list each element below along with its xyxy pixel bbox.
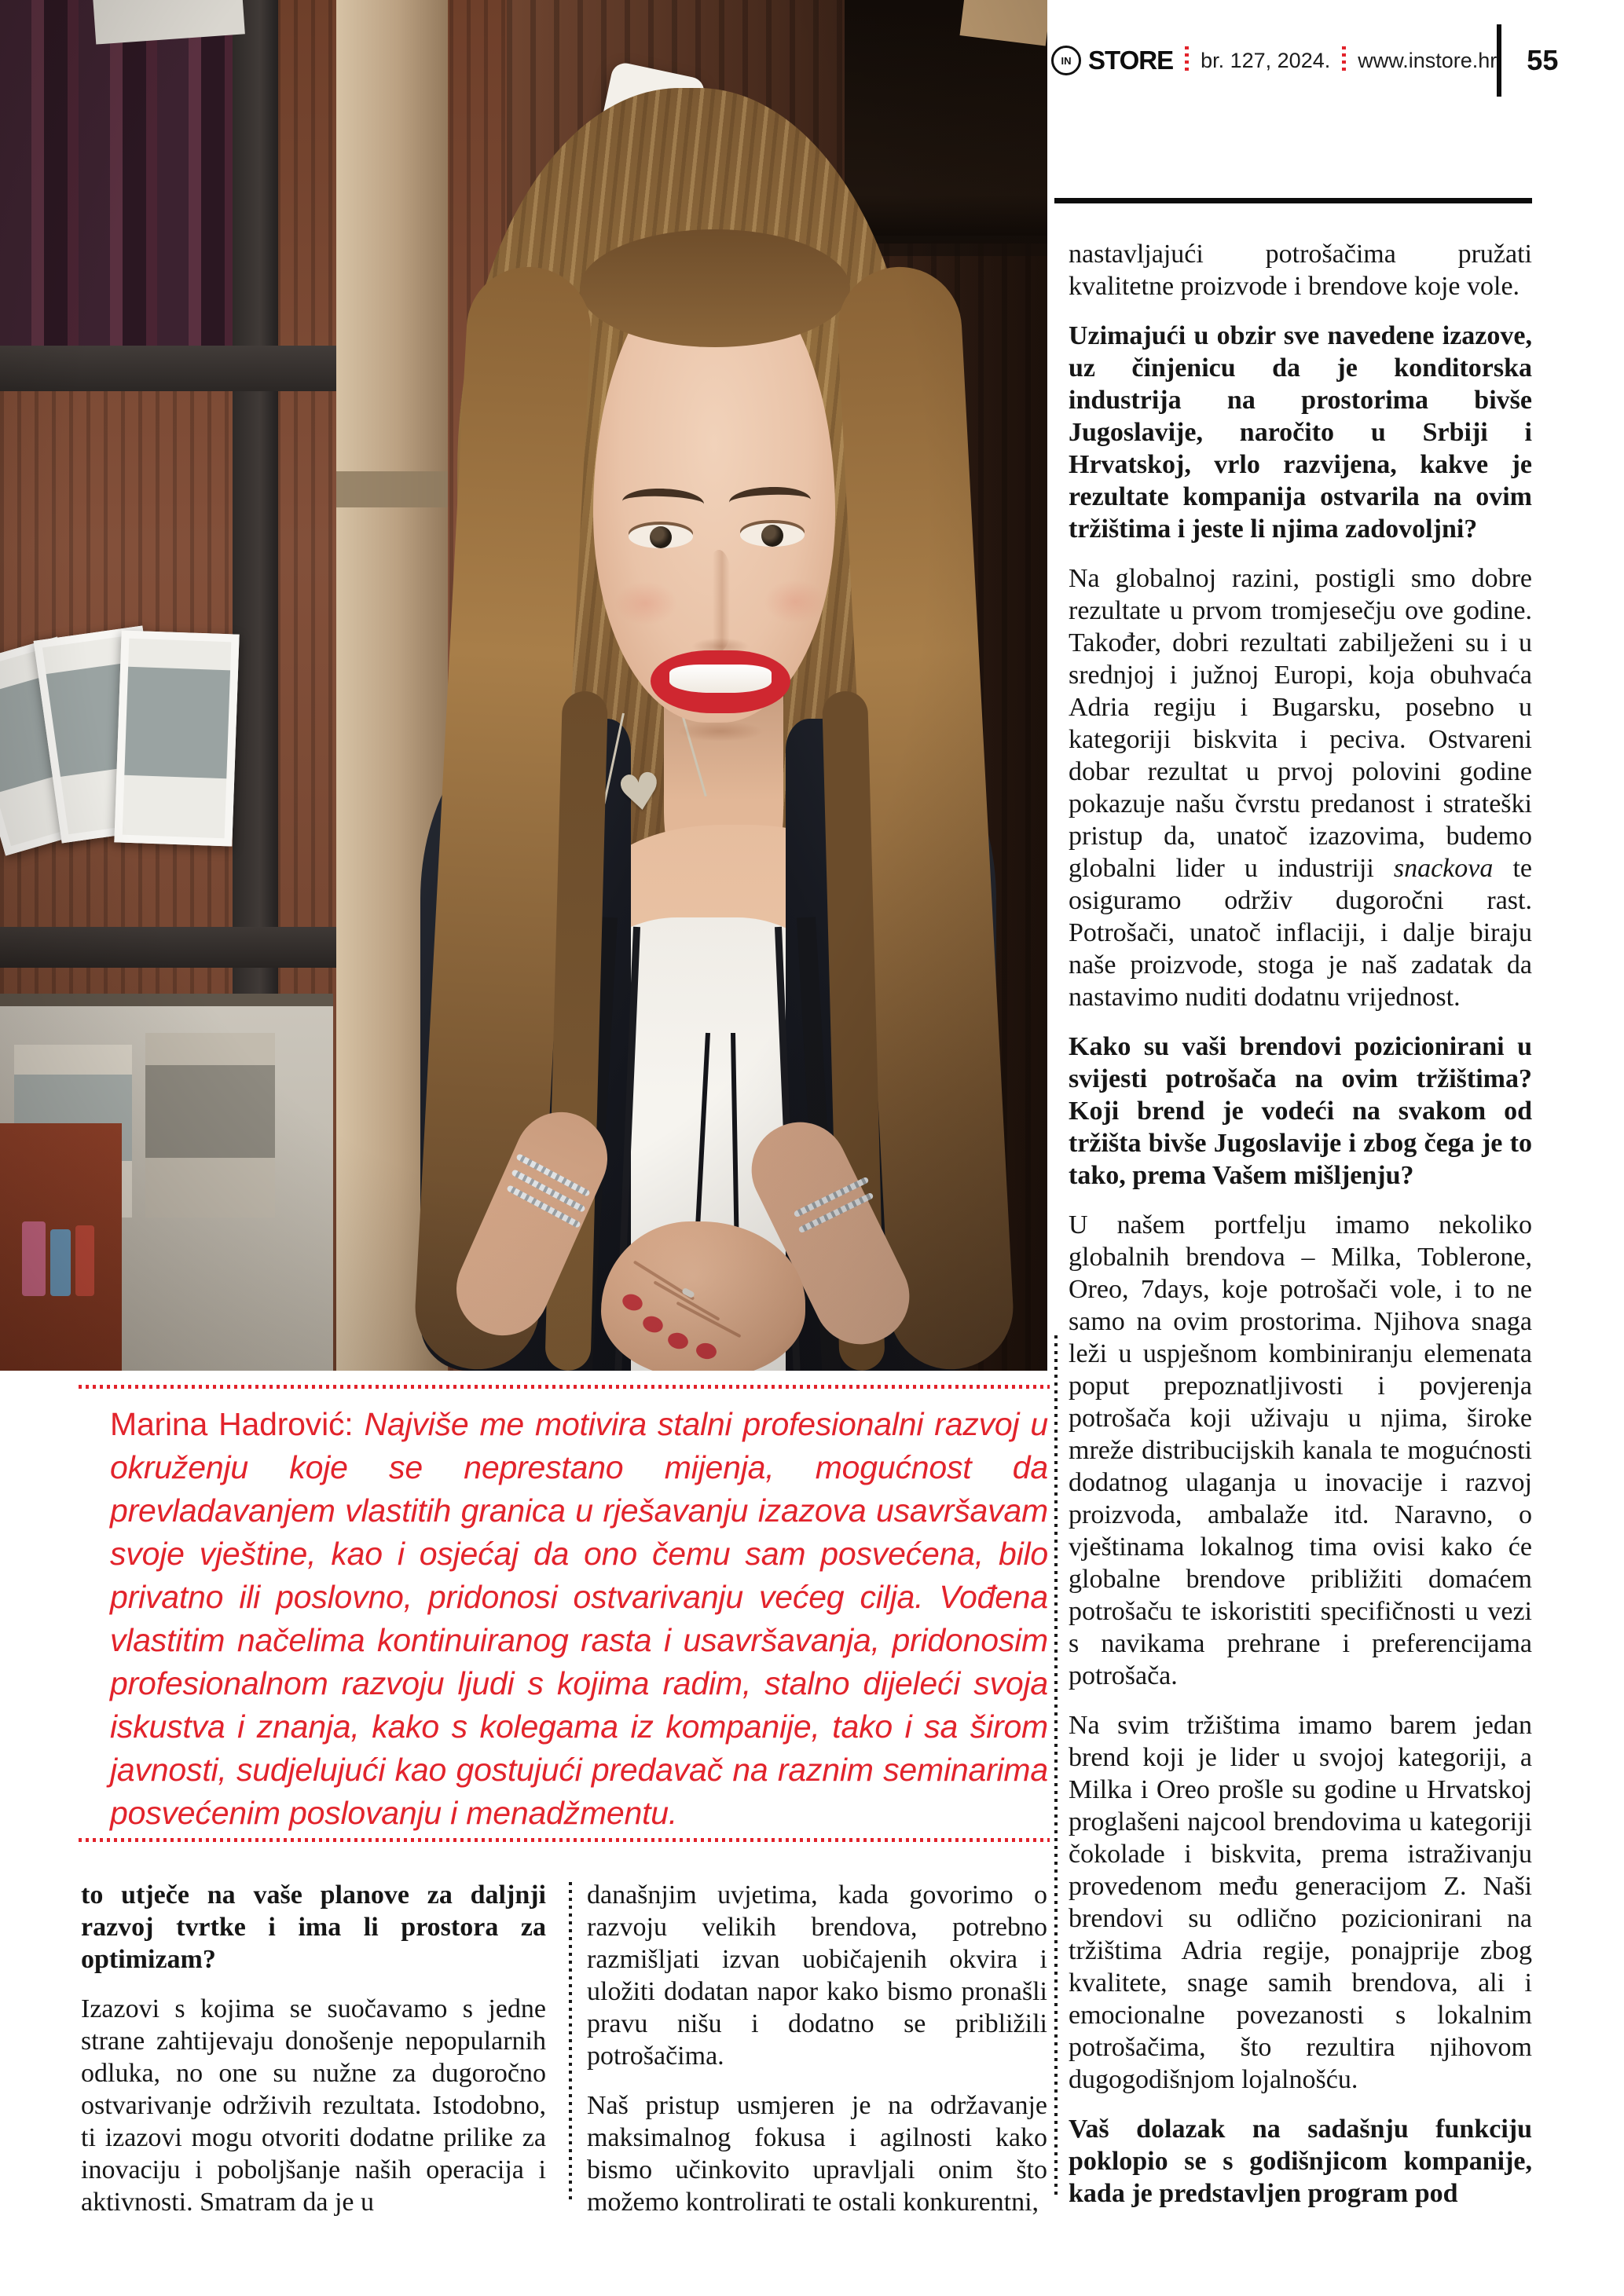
page-header bbox=[1051, 27, 1559, 94]
quote-dotted-rule-top bbox=[79, 1385, 1050, 1389]
dotted-separator-icon bbox=[1342, 46, 1346, 75]
bottom-left-column bbox=[81, 1879, 546, 2236]
question-paragraph: to utječe na vaše planove za daljnji razvoj tvrtke i ima li prostora za optimizam? bbox=[81, 1880, 546, 1974]
question-paragraph: Vaš dolazak na sadašnju funkciju poklopio se s godišnjicom kompanije, kada je predstavljen program pod bbox=[1069, 2115, 1532, 2208]
instore-logo-mark: IN bbox=[1061, 54, 1072, 67]
answer-paragraph: Izazovi s kojima se suočavamo s jedne strane zahtijevaju donošenje nepopularnih odluka, no one su nužne za dugoročno ostvarivanje održivih rezultata. Istodobno, ti izazovi mogu otvoriti dodatne prilike za inovaciju i poboljšanje naših operacija i aktivnosti. Smatram da je u bbox=[81, 1994, 546, 2217]
question-paragraph: Kako su vaši brendovi pozicionirani u svijesti potrošača na ovim tržištima? Koji brend je vodeći na svakom od tržišta bivše Jugoslavije i zbog čega je to tako, prema Vašem mišljenju? bbox=[1069, 1032, 1532, 1190]
answer-paragraph: U našem portfelju imamo nekoliko globalnih brendova – Milka, Toblerone, Oreo, 7days, koje potrošači vole, i to ne samo na ovim prostorima. Njihova snaga leži u uspješnom kombiniranju elemenata poput prepoznatljivosti i povjerenja potrošača koji uživaju u njima, široke mreže distribucijskih kanala te mogućnosti dodatnog ulaganja u inovacije i razvoj proizvoda, ambalaže itd. Naravno, o vještinama lokalnog tima ovisi kako će globalne brendove približiti domaćem potrošaču te iskoristiti specifičnosti u vezi s navikama prehrane i preferencijama potrošača. bbox=[1069, 1210, 1532, 1690]
header-divider bbox=[1497, 24, 1501, 97]
answer-paragraph: Naš pristup usmjeren je na održavanje maksimalnog fokusa i agilnosti kako bismo učinkovito upravljali onim što možemo kontrolirati te ostali konkurentni, bbox=[587, 2091, 1047, 2217]
answer-italic-text: snackova bbox=[1393, 854, 1494, 883]
column-separator bbox=[569, 1882, 572, 2199]
pull-quote bbox=[110, 1403, 1048, 1835]
quote-speaker: Marina Hadrović: bbox=[110, 1406, 365, 1442]
photo-vignette bbox=[0, 0, 1047, 1371]
answer-paragraph: Na svim tržištima imamo barem jedan brend koji je lider u svojoj kategoriji, a Milka i Oreo prošle su godine u Hrvatskoj proglašeni najcool brendovima u kategoriji čokolade i biskvita, prema istraživanju provedenom među generacijom Z. Naši brendovi su odlično pozicionirani na tržištima Adria regije, ponajprije zbog kvalitete, snage samih brendova, ali i emocionalne povezanosti s lokalnim potrošačima, što rezultira njihovom dugogodišnjom lojalnošću. bbox=[1069, 1711, 1532, 2094]
instore-logo-icon bbox=[1051, 46, 1081, 75]
answer-paragraph: današnjim uvjetima, kada govorimo o razvoju velikih brendova, potrebno razmišljati izvan uobičajenih okvira i uložiti dodatan napor kako bismo pronašli pravu nišu i dodatno se približili potrošačima. bbox=[587, 1880, 1047, 2071]
bottom-middle-column bbox=[587, 1879, 1047, 2236]
column-separator bbox=[1054, 1335, 1058, 2199]
issue-number: br. 127, 2024. bbox=[1201, 48, 1331, 72]
right-column bbox=[1069, 238, 1532, 2227]
answer-paragraph: nastavljajući potrošačima pružati kvalitetne proizvode i brendove koje vole. bbox=[1069, 240, 1532, 301]
page-number: 55 bbox=[1527, 44, 1559, 76]
answer-paragraph bbox=[1069, 562, 1532, 1013]
question-paragraph: Uzimajući u obzir sve navedene izazove, uz činjenicu da je konditorska industrija na prostorima bivše Jugoslavije, naročito u Srbiji i Hrvatskoj, vrlo razvijena, kakve je rezultate kompanija ostvarila na ovim tržištima i jeste li njima zadovoljni? bbox=[1069, 321, 1532, 544]
quote-dotted-rule-bottom bbox=[79, 1838, 1050, 1842]
header-rule bbox=[1054, 198, 1532, 203]
portrait-photo-marina-hadrovic bbox=[0, 0, 1047, 1371]
magazine-logo: STORE bbox=[1088, 46, 1174, 75]
website-link[interactable]: www.instore.hr bbox=[1358, 48, 1498, 72]
answer-text: te osiguramo održiv dugoročni rast. Potrošači, unatoč inflaciji, i dalje biraju naše proizvode, stoga je naš zadatak da nastavimo nuditi dodatnu vrijednost. bbox=[1069, 854, 1532, 1012]
quote-text: Najviše me motivira stalni profesionalni razvoj u okruženju koje se neprestano mijenja, mogućnost da prevladavanjem vlastitih granica u rješavanju izazova usavršavam svoje vještine, kao i osjećaj da ono čemu sam posvećena, bilo privatno ili poslovno, pridonosi ostvarivanju većeg cilja. Vođena vlastitim načelima kontinuiranog rasta i usavršavanja, pridonosim profesionalnom razvoju ljudi s kojima radim, stalno dijeleći svoja iskustva i znanja, kako s kolegama iz kompanije, tako i sa širom javnosti, sudjelujući kao gostujući predavač na raznim seminarima posvećenim poslovanju i menadžmentu. bbox=[110, 1406, 1048, 1831]
dotted-separator-icon bbox=[1185, 46, 1189, 75]
answer-text: Na globalnoj razini, postigli smo dobre rezultate u prvom tromjesečju ove godine. Također, dobri rezultati zabilježeni su i u srednjoj i južnoj Europi, koja obuhvaća Adria regiju i Bugarsku, posebno u kategoriji biskvita i peciva. Ostvareni dobar rezultat u prvoj polovini godine pokazuje našu čvrstu predanost i strateški pristup da, unatoč izazovima, budemo globalni lider u industriji bbox=[1069, 564, 1532, 883]
